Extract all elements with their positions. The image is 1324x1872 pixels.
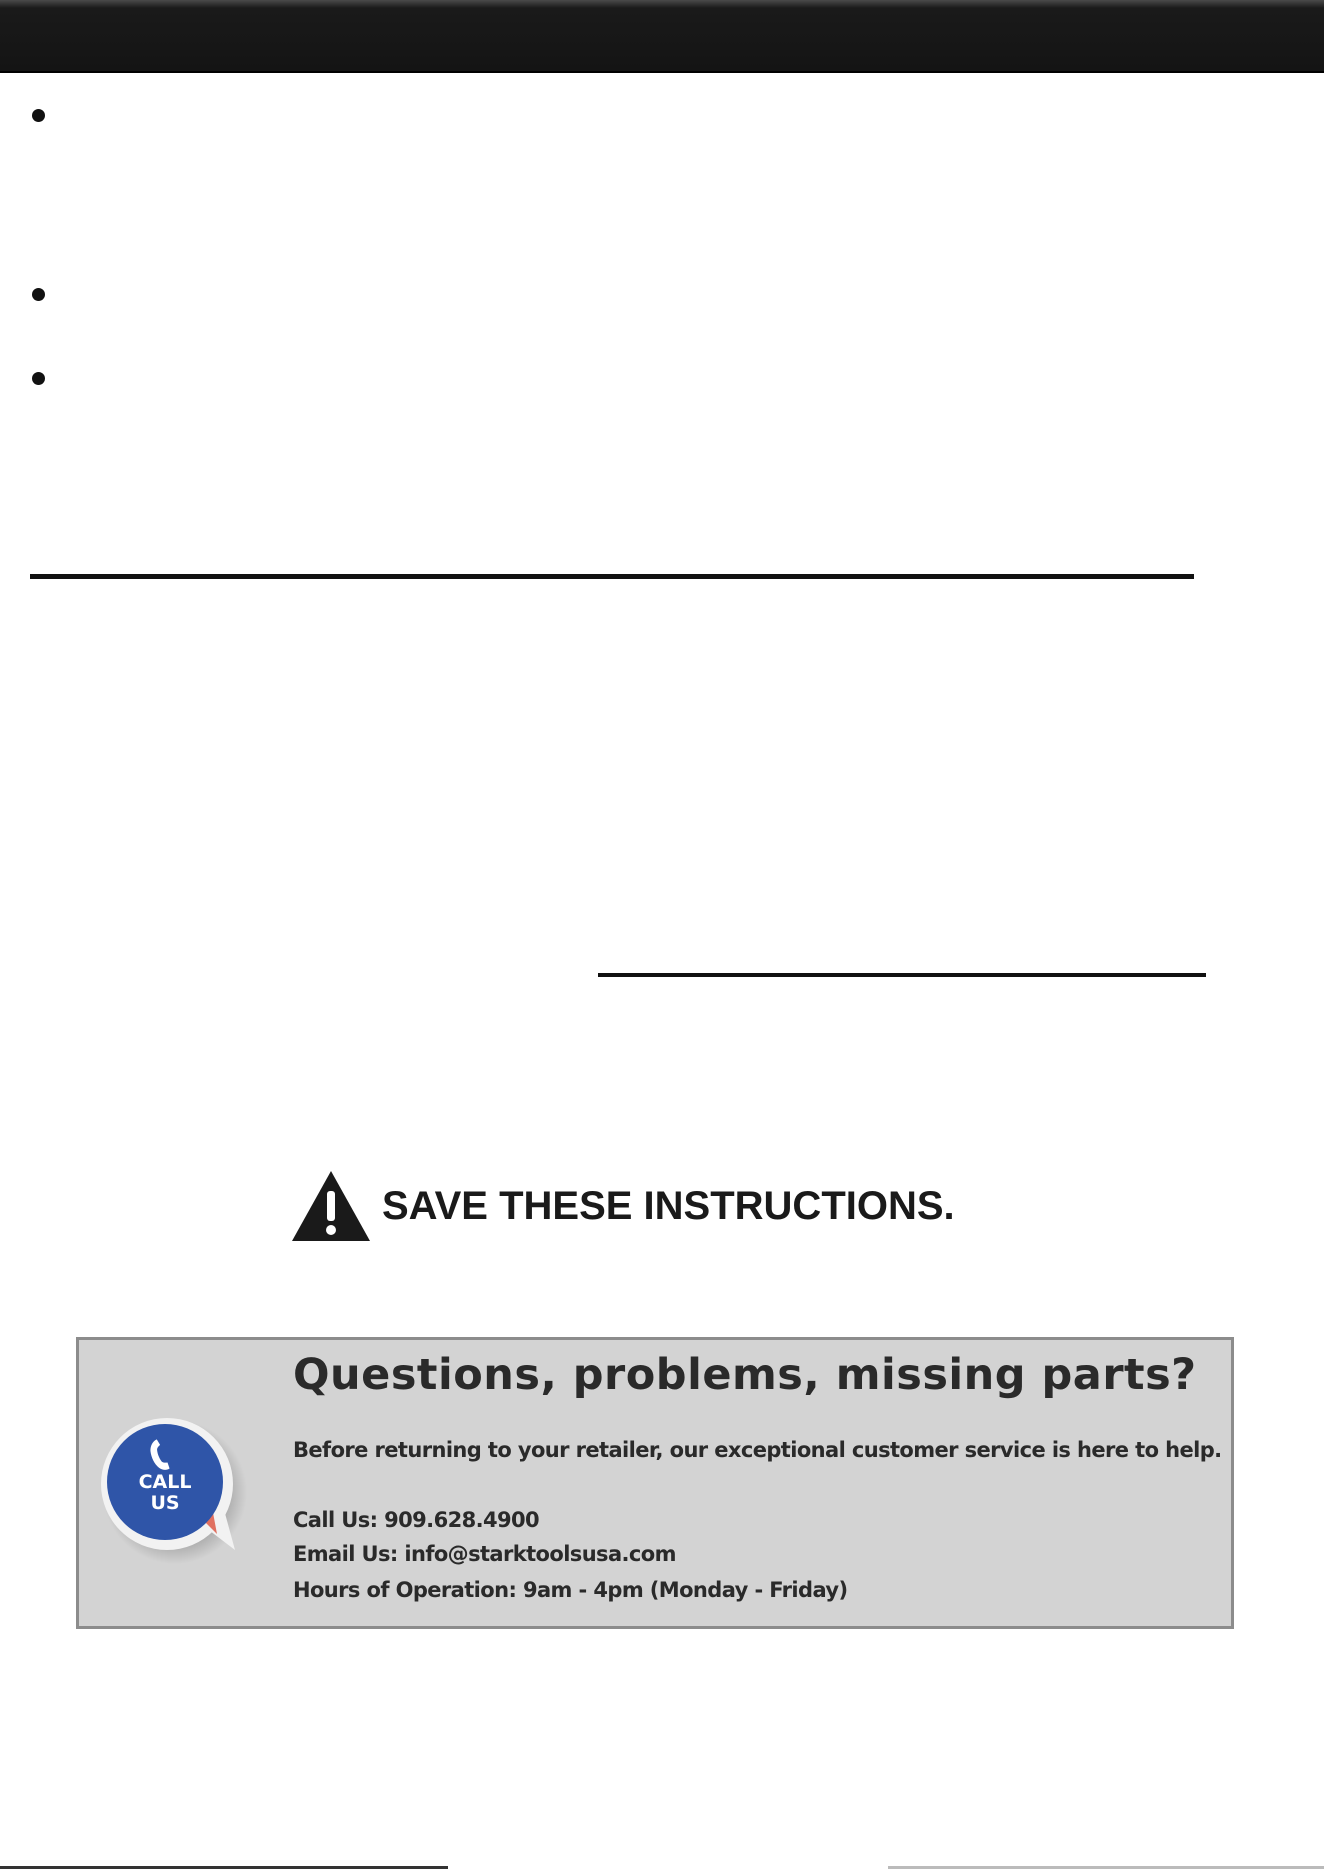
signature-line: [598, 973, 1206, 977]
warning-icon: [290, 1169, 372, 1243]
email-link[interactable]: Email Us: info@starktoolsusa.com: [293, 1542, 676, 1566]
save-instructions-notice: [290, 1168, 955, 1244]
hours-of-operation: Hours of Operation: 9am - 4pm (Monday - Friday): [293, 1578, 848, 1602]
footer-rule-left: [0, 1866, 448, 1869]
call-us-badge[interactable]: [93, 1410, 253, 1570]
bullet-3: [32, 372, 45, 385]
phone-number-link[interactable]: Call Us: 909.628.4900: [293, 1508, 540, 1532]
call-us-line-2: US: [150, 1492, 180, 1514]
header-bar: [0, 0, 1324, 73]
help-intro: Before returning to your retailer, our exceptional customer service is here to help.: [293, 1438, 1222, 1462]
section-divider: [30, 574, 1194, 579]
save-instructions-text: SAVE THESE INSTRUCTIONS.: [382, 1183, 955, 1228]
customer-service-box: [76, 1337, 1234, 1629]
footer-rule-right: [888, 1866, 1324, 1869]
bullet-2: [32, 288, 45, 301]
bullet-1: [32, 109, 45, 122]
help-heading: Questions, problems, missing parts?: [293, 1350, 1197, 1400]
call-us-line-1: CALL: [138, 1471, 192, 1493]
call-us-label: [115, 1472, 215, 1514]
